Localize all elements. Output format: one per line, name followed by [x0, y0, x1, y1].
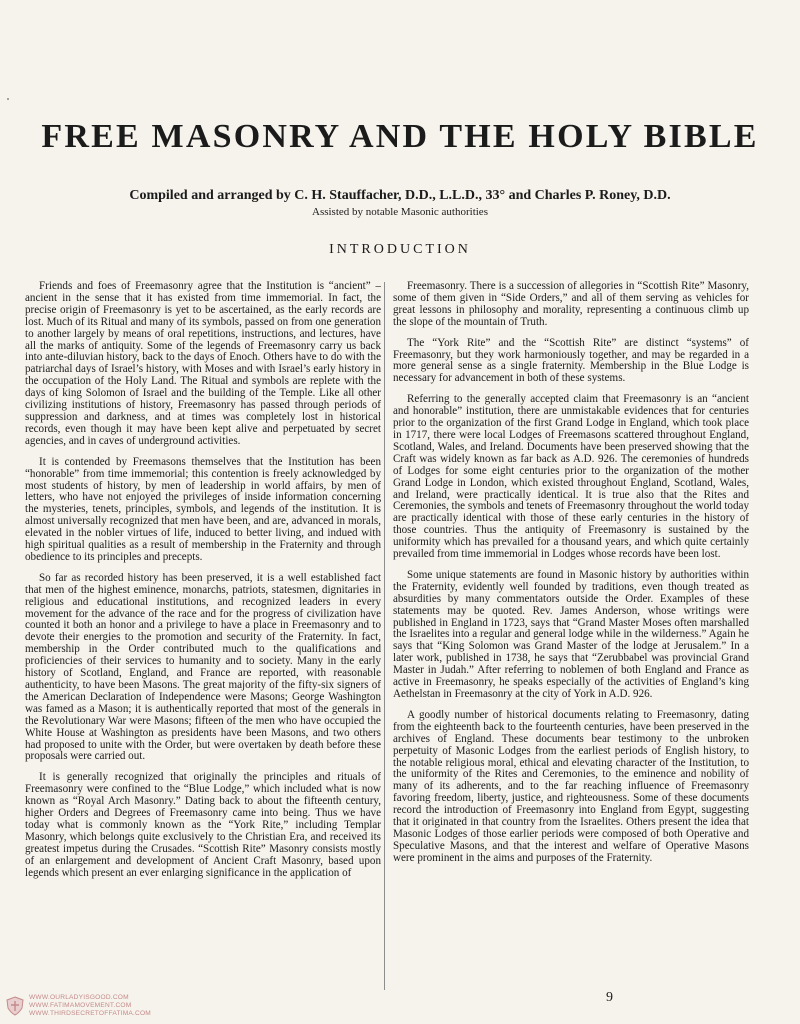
section-heading: INTRODUCTION — [329, 242, 471, 257]
watermark — [5, 994, 205, 1020]
column-divider — [384, 282, 385, 990]
watermark-line: WWW.FATIMAMOVEMENT.COM — [29, 1002, 132, 1010]
paragraph: Friends and foes of Freemasonry agree that the Institution is “ancient” – ancient in the sense that it has existed from time immemorial. In fact, the precise origin of Freemasonry is yet to be ascertained, as the early records are lost. Much of its Ritual and many of its symbols, passed on from one generation to another largely by means of oral repetitions, instructions, and lectures, have all the marks of antiquity. Some of the legends of Freemasonry carry us back into ante-diluvian history, back to the days of Enoch. Others have to do with the patriarchal days of Israel’s history, with Moses and with Israel’s early history in the occupation of the Holy Land. The Ritual and symbols are replete with the days of king Solomon of Israel and the building of the Temple. Like all other civilizing institutions of history, Freemasonry has passed through periods of suppression and darkness, and at times was completely lost in historical records, even though it may have been kept alive and perpetuated by secret agencies, and in caves of underground activities. — [25, 281, 381, 447]
paragraph: The “York Rite” and the “Scottish Rite” are distinct “systems” of Freemasonry, but they work harmoniously together, and may be regarded in a more general sense as a single fraternity. Membership in the Blue Lodge is necessary for advancement in both of these systems. — [393, 336, 749, 385]
paragraph: A goodly number of historical documents relating to Freemasonry, dating from the eighteenth back to the fourteenth centuries, have been preserved in the archives of England. These documents bear testimony to the unbroken perpetuity of Masonic Lodges from the earliest periods of English history, to the notable religious moral, ethical and elevating character of the Institution, to the uniformity of the Rites and Ceremonies, to the eminence and nobility of many of its adherents, and to the far reaching influence of Freemasonry favoring freedom, liberty, justice, and righteousness. Some of these documents record the introduction of Freemasonry into England from Egypt, suggesting that it originated in that country from the Israelites. Others present the idea that Masonic Lodges of those earlier periods were composed of both Operative and Speculative Masons, and that the interest and welfare of Operative Masons were prominent in the aims and purposes of the Fraternity. — [393, 708, 749, 864]
page-number: 9 — [606, 990, 613, 1005]
watermark-text — [29, 994, 205, 1019]
left-column — [25, 281, 381, 993]
byline: Compiled and arranged by C. H. Stauffacher, D.D., L.L.D., 33° and Charles P. Roney, D.D. — [129, 188, 671, 203]
article-title: FREE MASONRY AND THE HOLY BIBLE — [41, 118, 759, 155]
watermark-line: WWW.OURLADYISGOOD.COM — [29, 994, 129, 1001]
paragraph: It is contended by Freemasons themselves that the Institution has been “honorable” from time immemorial; this contention is freely acknowledged by most students of history, by men of leadership in world affairs, by men of letters, who have not enjoyed the privileges of inside information concerning the mysteries, tenets, principles, symbols, and legends of the institution. It is almost universally recognized that men have been, and are, advanced in morals, elevated in the nobler virtues of life, induced to better living, and indued with high spiritual qualities as a result of membership in the Fraternity and through obedience to its principles and precepts. — [25, 455, 381, 563]
right-column — [393, 281, 749, 993]
shield-logo-icon — [5, 996, 25, 1016]
paragraph: Referring to the generally accepted claim that Freemasonry is an “ancient and honorable” institution, there are unmistakable evidences that for centuries prior to the organization of the first Grand Lodge in England, which took place in 1717, there were local Lodges of Freemasons scattered throughout England, Scotland, Wales, and Ireland. Documents have been preserved showing that the Craft was widely known as far back as A.D. 926. The ceremonies of hundreds of Lodges for some eight centuries prior to the organization of the mother Grand Lodge in London, which existed throughout England, Scotland, Wales, and Ireland, were practically identical. It is true also that the Rites and Ceremonies, the symbols and tenets of Freemasonry throughout the world today are practically identical with those of these early centuries in the history of those countries. Thus the antiquity of Freemasonry is sustained by the uniformity which has prevailed for a thousand years, and which quite certainly prevailed from time immemorial in Lodges whose records have been lost. — [393, 393, 749, 561]
assisted-by-note: Assisted by notable Masonic authorities — [312, 206, 488, 218]
watermark-line: WWW.THIRDSECRETOFFATIMA.COM — [29, 1010, 152, 1018]
paragraph: So far as recorded history has been preserved, it is a well established fact that men of the highest eminence, monarchs, patriots, statesmen, dignitaries in religious and educational institutions, and recognized leaders in every movement for the advance of the race and for the progress of civilization have counted it both an honor and a privilege to have a place in Freemasonry and to devote their energies to the promotion and security of the Fraternity. In fact, membership in the Order contributed much to the qualifications and proficiencies of their services to humanity and to society. Many in the early history of Scotland, England, and France are reported, with reasonable authenticity, to have been Masons. The great majority of the fifty-six signers of the American Declaration of Independence were Masons; George Washington was famed as a Mason; it is authentically reported that most of the generals in the Revolutionary War were Masons; fifteen of the men who have occupied the White House at Washington as presidents have been Masons, and two others had proposed to unite with the Order, but were overtaken by death before these proposals were carried out. — [25, 571, 381, 763]
paragraph: Some unique statements are found in Masonic history by authorities within the Fraternity, evidently well founded by traditions, even though treated as absurdities by many commentators outside the Order. Examples of these statements may be quoted. Rev. James Anderson, whose writings were published in England in 1723, says that “Grand Master Moses often marshalled the Israelites into a regular and general lodge while in the wilderness.” Again he says that “King Solomon was Grand Master of the lodge at Jerusalem.” In a later work, published in 1738, he says that “Zerubbabel was provincial Grand Master in Judah.” After referring to noblemen of both England and France as active in Freemasonry, he speaks especially of the activities of England’s king Aethelstan in Freemasonry at the city of York in A.D. 926. — [393, 568, 749, 700]
paragraph: It is generally recognized that originally the principles and rituals of Freemasonry were confined to the “Blue Lodge,” which included what is now known as “Royal Arch Masonry.” Dating back to about the fifteenth century, higher Orders and Degrees of Freemasonry came into being. Thus we have today what is commonly known as the “York Rite,” including Templar Masonry, which belongs quite exclusively to the Christian Era, and received its greatest impetus during the Crusades. “Scottish Rite” Masonry consists mostly of an enlargement and development of Ancient Craft Masonry, based upon legends which present an ever enlarging significance in the application of — [25, 771, 381, 879]
paragraph: Freemasonry. There is a succession of allegories in “Scottish Rite” Masonry, some of them given in “Side Orders,” and all of them serving as vehicles for great lessons in philosophy and morality, representing a continuous climb up the slope of the mountain of Truth. — [393, 281, 749, 328]
scan-speck — [7, 98, 9, 100]
